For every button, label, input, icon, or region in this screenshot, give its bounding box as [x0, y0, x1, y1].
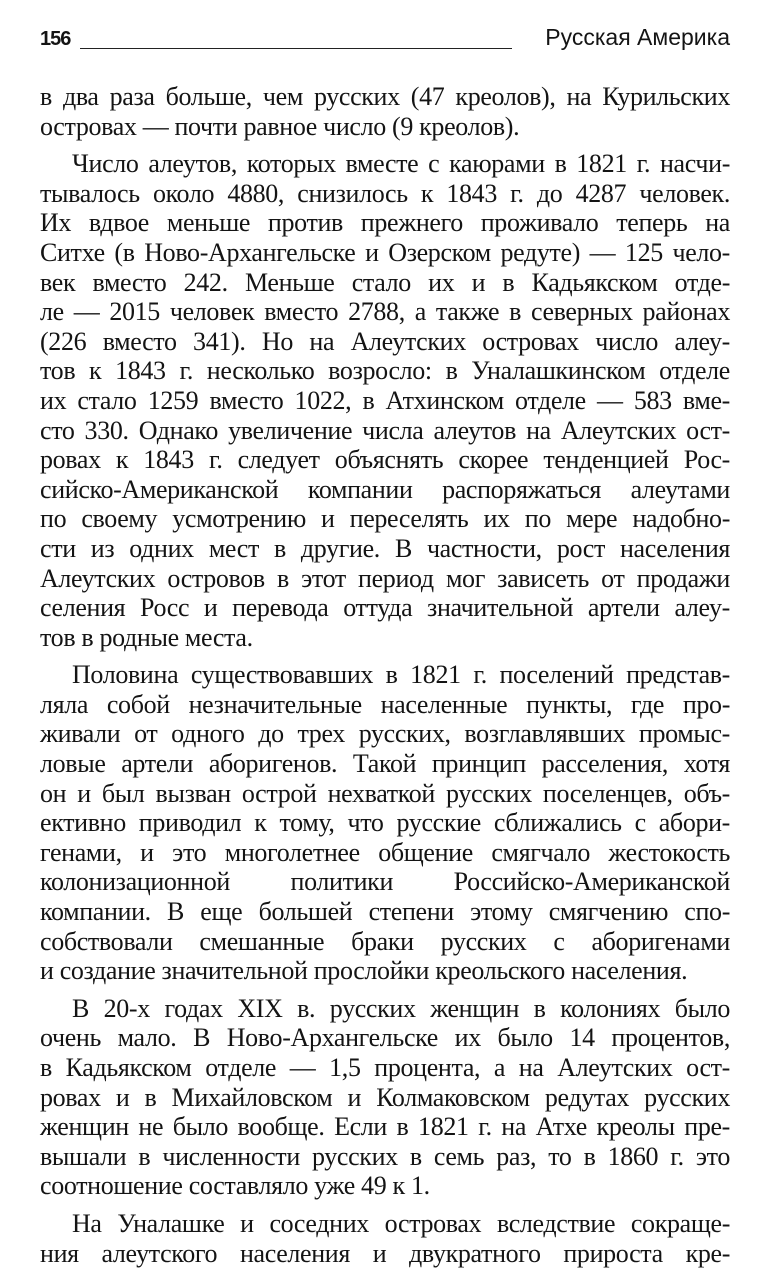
text-line: селения Росс и перевода оттуда значительной артели алеу- [40, 593, 730, 623]
text-line: ровах к 1843 г. следует объяснять скорее тенденцией Рос- [40, 445, 730, 475]
text-line: тывалось около 4880, снизилось к 1843 г. до 4287 человек. [40, 178, 730, 208]
running-header [40, 22, 730, 52]
text-line: по своему усмотрению и переселять их по мере надобно- [40, 504, 730, 534]
text-line: тов в родные места. [40, 622, 253, 652]
text-line: компании. В еще большей степени этому смягчению спо- [40, 897, 730, 927]
text-line: сийско-Американской компании распоряжаться алеутами [40, 474, 730, 504]
text-line: он и был вызван острой нехваткой русских поселенцев, объ- [40, 778, 730, 808]
page-number: 156 [40, 28, 71, 50]
text-line: сти из одних мест в другие. В частности, рост населения [40, 533, 730, 563]
text-line: век вместо 242. Меньше стало их и в Кадьякском отде- [40, 267, 730, 297]
text-line: в Кадьякском отделе — 1,5 процента, а на Алеутских ост- [40, 1053, 730, 1082]
text-line: живали от одного до трех русских, возглавлявших промыс- [40, 719, 730, 749]
text-line: островах — почти равное число (9 креолов). [40, 111, 520, 141]
running-title: Русская Америка [545, 24, 730, 50]
text-line: сто 330. Однако увеличение числа алеутов на Алеутских ост- [40, 415, 730, 445]
text-line: На Уналашке и соседних островах вследствие сокраще- [72, 1208, 730, 1238]
text-line: генами, и это многолетнее общение смягчало жестокость [40, 837, 730, 867]
paragraph [40, 660, 730, 986]
paragraph [40, 994, 730, 1201]
text-line: Их вдвое меньше против прежнего проживало теперь на [40, 208, 730, 238]
paragraph [40, 82, 730, 141]
text-line: собствовали смешанные браки русских с аборигенами [40, 926, 730, 956]
page-body [40, 82, 730, 1276]
text-line: ляла собой незначительные населенные пункты, где про- [40, 689, 730, 719]
text-line: В 20-х годах XIX в. русских женщин в колониях было [72, 993, 730, 1023]
text-line: вышали в численности русских в семь раз, то в 1860 г. это [40, 1141, 730, 1171]
header-rule [80, 48, 512, 49]
text-line: очень мало. В Ново-Архангельске их было 14 процентов, [40, 1023, 730, 1053]
text-line: ле — 2015 человек вместо 2788, а также в северных районах [40, 297, 730, 327]
paragraph [40, 149, 730, 652]
text-line: женщин не было вообще. Если в 1821 г. на Атхе креолы пре- [40, 1112, 730, 1142]
text-line: Алеутских островов в этот период мог зависеть от продажи [40, 563, 730, 593]
paragraph [40, 1209, 730, 1268]
text-line: соотношение составляло уже 49 к 1. [40, 1171, 430, 1201]
text-line: тов к 1843 г. несколько возросло: в Уналашкинском отделе [40, 356, 730, 386]
text-line: ния алеутского населения и двукратного прироста кре- [40, 1238, 730, 1268]
text-line: ловые артели аборигенов. Такой принцип расселения, хотя [40, 749, 730, 779]
text-line: (226 вместо 341). Но на Алеутских островах число алеу- [40, 326, 730, 356]
text-line: Половина существовавших в 1821 г. поселений представ- [72, 660, 730, 690]
text-line: колонизационной политики Российско-Американской [40, 867, 730, 897]
text-line: их стало 1259 вместо 1022, в Атхинском отделе — 583 вме- [40, 385, 730, 415]
text-line: Ситхе (в Ново-Архангельске и Озерском редуте) — 125 чело- [40, 237, 730, 267]
text-line: и создание значительной прослойки креольского населения. [40, 956, 688, 986]
text-line: ективно приводил к тому, что русские сближались с абори- [40, 808, 730, 838]
text-line: в два раза больше, чем русских (47 креолов), на Курильских [40, 82, 730, 111]
text-line: ровах и в Михайловском и Колмаковском редутах русских [40, 1082, 730, 1112]
text-line: Число алеутов, которых вместе с каюрами в 1821 г. насчи- [72, 149, 730, 179]
